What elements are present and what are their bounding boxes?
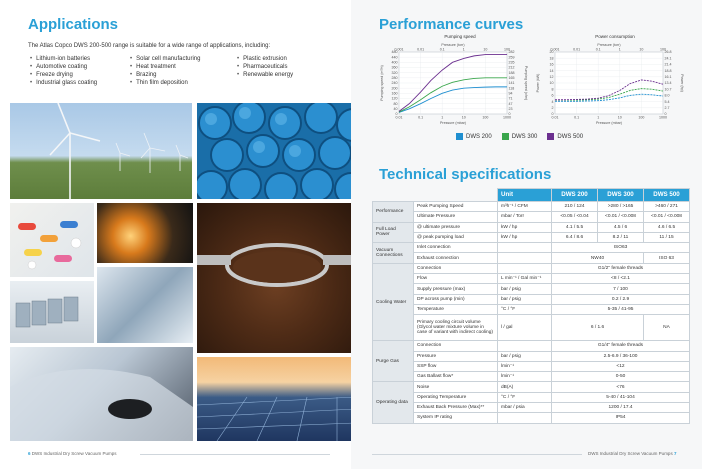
y-tick-label: 240 [391,81,398,86]
value-all: <12 [552,361,690,371]
row-unit: mbar / Torr [498,212,552,222]
y-tick-label: 480 [391,50,398,55]
car-coating-photo [10,347,193,441]
y-tick-label: 120 [391,96,398,101]
x-tick-label: 1000 [503,115,511,120]
page-number: 7 [673,451,677,456]
legend-item-dws300 [502,133,538,140]
x-tick-label: 1 [441,115,444,120]
value-dws300: 8.2 / 11 [598,232,644,242]
group-full-load-power: Full Load Power [373,222,414,243]
group-operating-data: Operating data [373,382,414,423]
y-tick-label: 440 [391,55,398,60]
row-label: Operating Temperature [414,392,498,402]
legend-item-dws200 [456,133,492,140]
value-dws500: <0.01 / <0.008 [644,212,690,222]
top-tick-label: 10 [639,47,644,52]
table-row [373,403,690,413]
row-unit: L min⁻¹ / Gal min⁻¹ [498,274,552,284]
top-axis-label: Pressure (torr) [441,43,465,47]
performance-curves-heading: Performance curves [379,16,524,33]
list-item: • Solar cell manufacturing [130,55,200,63]
row-label: @ peak pumping load [414,232,498,242]
header-dws300: DWS 300 [598,189,644,202]
top-tick-label: 100 [660,47,666,52]
table-row [373,243,690,253]
y2-tick-label: 282 [508,50,515,55]
table-row [373,382,690,392]
value-dws500: 4.6 / 6.5 [644,222,690,232]
y-tick-label: 16 [549,62,554,67]
row-unit: mbar / psia [498,403,552,413]
y2-tick-label: 94 [508,91,513,96]
row-label: Pressure [414,351,498,361]
y-tick-label: 320 [391,70,398,75]
row-label: Temperature [414,304,498,314]
header-blank [414,189,498,202]
footer-divider [140,454,330,455]
table-row [373,222,690,232]
y2-tick-label: 26.8 [664,50,672,55]
row-unit: lmin⁻¹ [498,361,552,371]
y-tick-label: 4 [551,99,554,104]
x-axis-label: Pressure (mbar) [440,121,466,125]
table-row [373,392,690,402]
y2-tick-label: 5.4 [664,99,670,104]
power-consumption-chart-title: Power consumption [595,34,635,39]
y2-tick-label: 259 [508,55,515,60]
table-row [373,212,690,222]
applications-heading: Applications [28,16,119,33]
x-tick-label: 10 [617,115,622,120]
top-tick-label: 1 [618,47,621,52]
list-item: • Thin film deposition [130,79,200,87]
row-unit: kW / hp [498,232,552,242]
left-footer [28,451,116,456]
value-all: 0-50 [552,372,690,382]
value-dws200: 210 / 124 [552,202,598,212]
row-unit: bar / psig [498,294,552,304]
value-dws200: 4.1 / 5.5 [552,222,598,232]
y2-tick-label: 21.4 [664,62,672,67]
row-unit: bar / psig [498,351,552,361]
row-label: Peak Pumping Speed [414,202,498,212]
y-tick-label: 12 [549,75,554,79]
value-dws500: 11 / 15 [644,232,690,242]
row-unit: °C / °F [498,304,552,314]
table-row [373,372,690,382]
y-tick-label: 280 [391,76,398,81]
header-blank [373,189,414,202]
y2-tick-label: 10.7 [664,87,672,92]
power-consumption-chart [535,40,685,132]
list-item: • Heat treatment [130,63,200,71]
welding-sparks-photo [97,203,193,263]
page-number: 6 [28,451,31,456]
top-tick-label: 0.01 [573,47,581,52]
y2-tick-label: 141 [508,81,515,86]
y-tick-label: 6 [551,93,554,98]
table-row [373,413,690,423]
value-all: G1/2" female threads [552,263,690,273]
y2-tick-label: 0 [664,112,667,117]
table-row [373,361,690,371]
y2-tick-label: 18.8 [664,68,672,73]
x-tick-label: 100 [482,115,489,120]
applications-list-col1 [30,55,97,87]
y-tick-label: 8 [551,87,554,92]
y2-tick-label: 8.0 [664,93,670,98]
y-tick-label: 14 [549,68,554,73]
table-row [373,294,690,304]
pumping-speed-chart-title: Pumping speed [444,34,476,39]
table-row [373,253,690,263]
y-tick-label: 200 [391,86,398,91]
list-item: • Plastic extrusion [237,55,293,63]
value-all: <8 / <2.1 [552,274,690,284]
battery-cells-photo [10,281,94,343]
x-tick-label: 0.01 [551,115,559,120]
row-label: DP across pump (min) [414,294,498,304]
row-label: Ultimate Pressure [414,212,498,222]
applications-intro: The Atlas Copco DWS 200-500 range is suitable for a wide range of applications, including: [28,43,271,49]
value-all: <76 [552,382,690,392]
applications-list-col2 [130,55,200,87]
legend-swatch [456,133,463,140]
row-unit [498,341,552,351]
row-label: Exhaust Back Pressure (Max)** [414,403,498,413]
row-unit: bar / psig [498,284,552,294]
value-all: 0.2 / 2.9 [552,294,690,304]
solar-panels-photo [197,357,355,441]
value-dws200-300: 6 / 1.6 [552,315,644,341]
row-unit: dB(A) [498,382,552,392]
y2-tick-label: 188 [508,70,515,75]
row-label: Gas Ballast flow* [414,372,498,382]
table-row [373,284,690,294]
y-tick-label: 18 [549,56,554,61]
top-tick-label: 1 [462,47,465,52]
y2-tick-label: 235 [508,60,515,65]
legend-swatch [502,133,509,140]
list-item: • Freeze drying [30,71,97,79]
y2-tick-label: 118 [508,86,515,91]
row-label: SSP flow [414,361,498,371]
value-dws500: NA [644,315,690,341]
legend-swatch [547,133,554,140]
pumping-speed-chart [379,40,529,132]
right-footer [588,451,676,456]
value-dws300: >280 / >165 [598,202,644,212]
footer-text: DWS Industrial Dry Screw Vacuum Pumps [588,451,673,456]
value-all: IP54 [552,413,690,423]
blue-pipes-photo [197,103,355,199]
list-item: • Brazing [130,71,200,79]
footer-divider [372,454,582,455]
y2-tick-label: 165 [508,76,515,81]
top-tick-label: 0.01 [417,47,425,52]
table-row [373,315,690,341]
row-label: Exhaust connection [414,253,498,263]
table-row [373,304,690,314]
row-label: @ ultimate pressure [414,222,498,232]
value-dws200-300: NW40 [552,253,644,263]
table-row [373,341,690,351]
value-dws500: ISO 63 [644,253,690,263]
y2-tick-label: 23 [508,107,513,112]
row-unit: l / gal [498,315,552,341]
row-unit: kW / hp [498,222,552,232]
y-tick-label: 0 [551,112,554,117]
legend-label: DWS 200 [466,133,492,140]
top-tick-label: 0.1 [595,47,601,52]
value-all: 5-40 / 41-104 [552,392,690,402]
table-row [373,232,690,242]
technical-specifications-heading: Technical specifications [379,166,552,183]
y-axis-label: Power (kW) [536,73,540,93]
x-tick-label: 0.01 [395,115,403,120]
y-tick-label: 360 [391,65,398,70]
row-label: Primary cooling circuit volume (Glycol water mixture volume in case of variant with indirect cooling) [414,315,498,341]
group-purge-gas: Purge Gas [373,341,414,382]
y-tick-label: 400 [391,60,398,65]
applications-list-col3 [237,55,293,79]
top-tick-label: 10 [483,47,488,52]
value-dws500: >460 / 271 [644,202,690,212]
row-label: Connection [414,341,498,351]
footer-text: DWS Industrial Dry Screw Vacuum Pumps [31,451,117,456]
y-tick-label: 20 [549,50,554,55]
row-label: Inlet connection [414,243,498,253]
y2-tick-label: 0 [508,112,511,117]
technical-specifications-table [372,188,690,424]
table-row [373,202,690,212]
x-tick-label: 1 [597,115,600,120]
x-tick-label: 0.1 [418,115,424,120]
row-unit [498,253,552,263]
row-label: Connection [414,263,498,273]
legend-label: DWS 500 [557,133,584,140]
group-vacuum-connections: Vacuum Connections [373,243,414,264]
legend-label: DWS 300 [511,133,538,140]
x-tick-label: 0.1 [574,115,580,120]
header-dws200: DWS 200 [552,189,598,202]
chart-legend [456,133,583,140]
list-item: • Automotive coating [30,63,97,71]
y2-axis-label: Power (hp) [680,74,684,92]
row-unit: m³h⁻¹ / CFM [498,202,552,212]
row-unit: °C / °F [498,392,552,402]
row-unit [498,263,552,273]
row-label: Flow [414,274,498,284]
y-tick-label: 2 [551,106,554,110]
value-all: 7 / 100 [552,284,690,294]
top-tick-label: 0.001 [550,47,560,52]
table-row [373,351,690,361]
y-tick-label: 160 [391,91,398,96]
y-tick-label: 80 [393,101,398,106]
value-all: ISO63 [552,243,690,253]
y2-tick-label: 24.1 [664,56,672,61]
y2-tick-label: 2.7 [664,106,670,110]
x-axis-label: Pressure (mbar) [596,121,622,125]
y-tick-label: 10 [549,81,554,86]
value-dws300: 4.5 / 6 [598,222,644,232]
y2-tick-label: 47 [508,101,513,106]
y2-tick-label: 16.1 [664,75,672,79]
list-item: • Pharmaceuticals [237,63,293,71]
top-axis-label: Pressure (torr) [597,43,621,47]
row-label: Supply pressure (max) [414,284,498,294]
group-performance: Performance [373,202,414,223]
list-item: • Lithium-ion batteries [30,55,97,63]
value-all: 5-35 / 41-95 [552,304,690,314]
row-label: Noise [414,382,498,392]
x-tick-label: 10 [461,115,466,120]
row-unit [498,413,552,423]
table-row [373,263,690,273]
x-tick-label: 1000 [659,115,667,120]
header-dws500: DWS 500 [644,189,690,202]
value-all: G1/4" female threads [552,341,690,351]
coffee-grounds-photo [197,203,355,353]
wind-turbine-photo [10,103,192,199]
top-tick-label: 0.1 [439,47,445,52]
table-row [373,274,690,284]
y2-tick-label: 13.4 [664,81,672,86]
pills-photo [10,203,94,277]
y-tick-label: 40 [393,107,398,112]
value-dws300: <0.01 / <0.008 [598,212,644,222]
top-tick-label: 0.001 [394,47,404,52]
y2-tick-label: 212 [508,65,515,70]
row-unit: lmin⁻¹ [498,372,552,382]
y2-axis-label: Pumping speed (cfm) [524,65,528,101]
y-tick-label: 0 [395,112,398,117]
legend-item-dws500 [547,133,583,140]
row-unit [498,243,552,253]
y-axis-label: Pumping speed (m³/h) [380,65,384,101]
top-tick-label: 100 [504,47,510,52]
value-all: 1200 / 17.4 [552,403,690,413]
group-cooling-water: Cooling Water [373,263,414,340]
value-all: 2.5-6.9 / 36-100 [552,351,690,361]
y2-tick-label: 71 [508,96,513,101]
header-unit: Unit [498,189,552,202]
industrial-glass-photo [97,267,193,343]
value-dws200: <0.05 / <0.04 [552,212,598,222]
row-label: System IP rating [414,413,498,423]
list-item: • Industrial glass coating [30,79,97,87]
x-tick-label: 100 [638,115,645,120]
value-dws200: 6.4 / 8.6 [552,232,598,242]
table-header-row [373,189,690,202]
list-item: • Renewable energy [237,71,293,79]
